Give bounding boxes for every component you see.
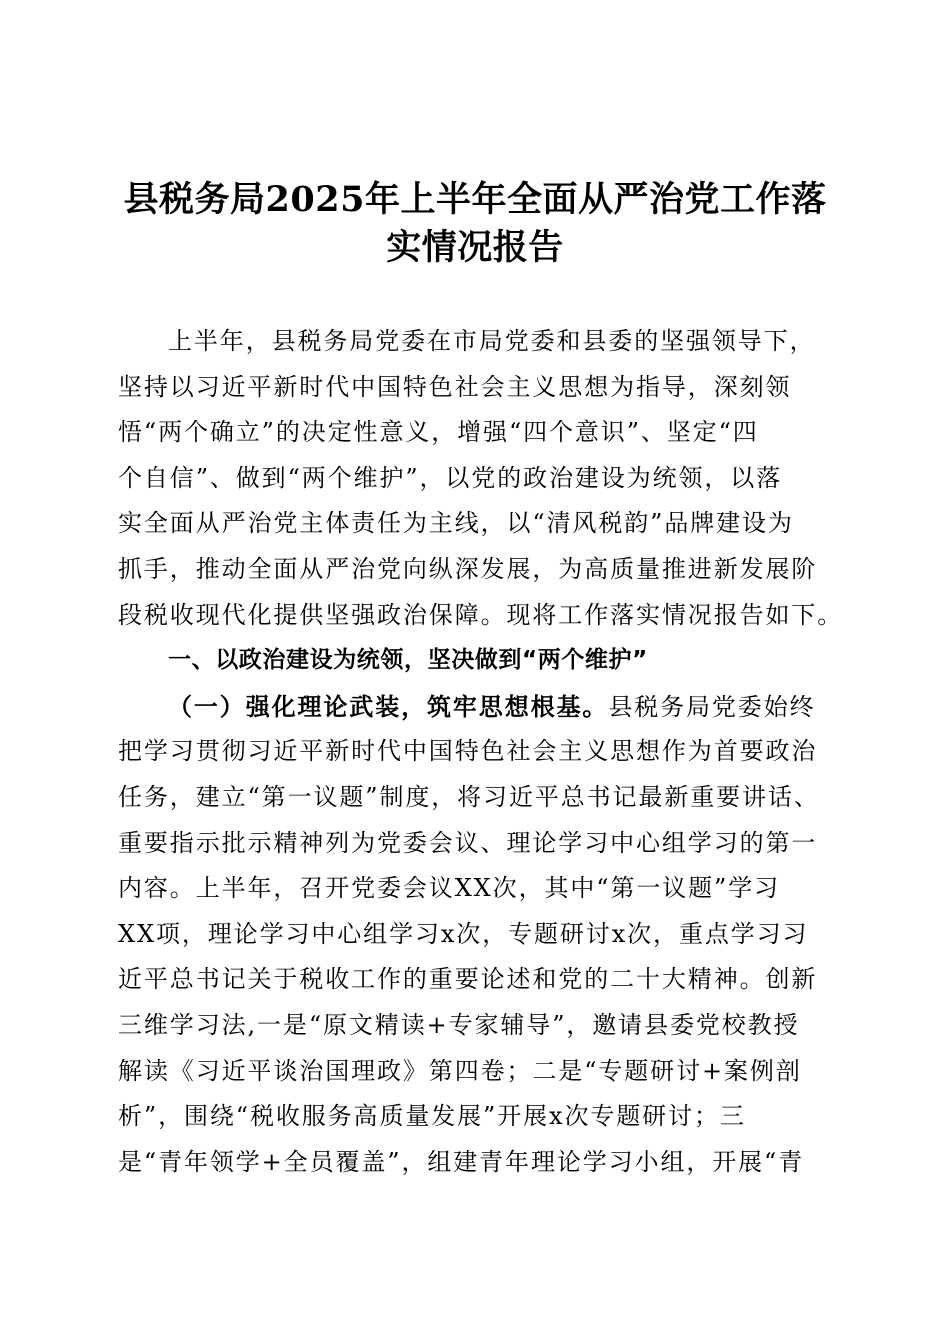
intro-line: 个自信”、做到“两个维护”，以党的政治建设为统领，以落 — [118, 463, 783, 492]
subsection-1-line: 析”，围绕“税收服务高质量发展”开展x次专题研讨；三 — [118, 1102, 746, 1131]
intro-line: 抓手，推动全面从严治党向纵深发展，为高质量推进新发展阶 — [118, 554, 818, 583]
intro-line: 上半年，县税务局党委在市局党委和县委的坚强领导下， — [168, 327, 816, 355]
subsection-1-line: XX项，理论学习中心组学习x次，专题研讨x次，重点学习习 — [118, 919, 809, 948]
intro-line: 坚持以习近平新时代中国特色社会主义思想为指导，深刻领 — [118, 372, 792, 401]
subsection-1-first-line — [118, 684, 838, 730]
subsection-1-line: 重要指示批示精神列为党委会议、理论学习中心组学习的第一 — [118, 828, 818, 857]
intro-line: 实全面从严治党主体责任为主线，以“清风税韵”品牌建设为 — [118, 509, 794, 538]
section-heading-1: 一、以政治建设为统领，坚决做到“两个维护” — [168, 647, 648, 674]
intro-line: 段税收现代化提供坚强政治保障。现将工作落实情况报告如下。 — [118, 600, 844, 629]
subsection-1-line: 解读《习近平谈治国理政》第四卷；二是“专题研讨+案例剖 — [118, 1056, 802, 1085]
subsection-1-heading: （一）强化理论武装，筑牢思想根基。 — [168, 691, 609, 721]
subsection-1-line: 内容。上半年，召开党委会议XX次，其中“第一议题”学习 — [118, 874, 781, 903]
subsection-1-line: 任务，建立“第一议题”制度，将习近平总书记最新重要讲话、 — [118, 782, 820, 811]
title-line-2: 实情况报告 — [386, 227, 564, 268]
document-body — [118, 319, 844, 1185]
subsection-1-paragraph — [118, 684, 838, 1186]
title-line-1: 县税务局2025年上半年全面从严治党工作落 — [123, 179, 827, 220]
intro-paragraph — [118, 319, 844, 638]
subsection-1-line: 近平总书记关于税收工作的重要论述和党的二十大精神。创新 — [118, 965, 818, 994]
subsection-1-line: 把学习贯彻习近平新时代中国特色社会主义思想作为首要政治 — [118, 737, 818, 766]
document-title — [100, 176, 850, 272]
subsection-1-line: 是“青年领学+全员覆盖”，组建青年理论学习小组，开展“青 — [118, 1147, 805, 1176]
subsection-1-lead-text: 县税务局党委始终 — [608, 692, 816, 721]
intro-line: 悟“两个确立”的决定性意义，增强“四个意识”、坚定“四 — [118, 418, 759, 447]
subsection-1-line: 三维学习法,一是“原文精读+专家辅导”，邀请县委党校教授 — [118, 1010, 800, 1039]
